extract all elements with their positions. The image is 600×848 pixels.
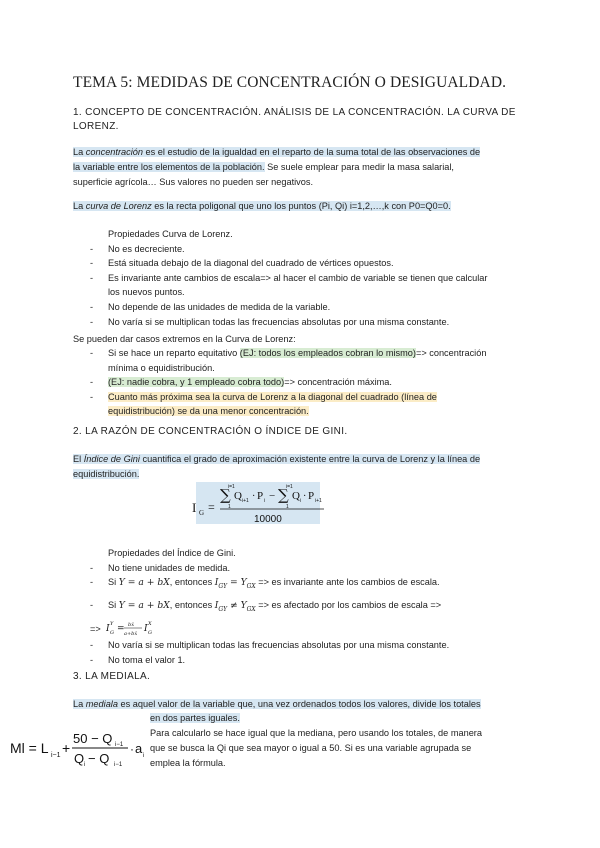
ml-times: · [130,742,134,756]
page-title: TEMA 5: MEDIDAS DE CONCENTRACIÓN O DESIGUALDAD. [73,74,507,91]
lorenz-definition [73,199,528,214]
mediala-text-cont: en dos partes iguales. [150,713,240,723]
ml-den-b-sub: i−1 [114,762,123,768]
lorenz-properties-heading: Propiedades Curva de Lorenz. [108,229,233,239]
p2-text: es la recta poligonal que uno los puntos (Pi, Qi) i=1,2,…,k con P0=Q0=0. [151,201,451,211]
p1-term: concentración [85,147,143,157]
sum2-symbol: ∑ [278,486,289,504]
list-item: - No es decreciente. [90,243,185,254]
term2-dot: · [303,491,307,502]
list-item: - Si Y = a + bX, entonces $I_{GY} \ne Y_{GX}$ => es afectado por los cambios de escala => [90,599,442,613]
term1-q: Q [234,490,242,502]
term2-q-sub: i [300,498,302,504]
ml-a-sub: i [143,753,145,759]
mediala-text-block [150,711,530,771]
ml-den-a: Q [74,751,85,766]
gini-lhs-sub: G [199,509,205,517]
list-item: - No depende de las unidades de medida de la variable. [90,301,331,312]
list-item: - No varía si se multiplican todas las frecuencias absolutas por una misma constante. [90,640,450,651]
gini-denominator: 10000 [254,514,282,525]
mediala-lead: La [73,699,86,709]
mediala-calc-1: Para calcularlo se hace igual que la mediana, pero usando los totales, de manera [150,728,482,738]
section1-heading-line2: LORENZ. [73,121,119,132]
gini-change-formula [106,617,176,639]
extremes-intro: Se pueden dar casos extremos en la Curva de Lorenz: [73,334,296,344]
section3-heading: 3. LA MEDIALA. [73,671,151,682]
formula-prefix: => [90,624,101,635]
ml-plus: + [62,740,71,756]
gini-formula [190,480,330,526]
mediala-term: mediala [85,699,118,709]
svg-text:G: G [148,630,152,637]
gini-properties [90,546,530,667]
list-item-formula [90,620,530,638]
sum1-bottom: 1 [228,504,231,510]
lorenz-extremes [90,346,530,419]
term1-dot: · [252,491,256,502]
svg-text:=: = [117,624,125,635]
p1-text-cont: la variable entre los elementos de la población. [73,162,265,172]
gini-text-cont: equidistribución. [73,469,140,479]
list-item: - Si se hace un reparto equitativo (EJ: todos los empleados cobran lo mismo)=> concentración [90,348,487,358]
ml-num: 50 − Q [73,731,113,746]
p1-text-end: superficie agrícola… Sus valores no pueden ser negativos. [73,177,314,187]
gini-minus: − [269,490,276,502]
gini-lhs: I [192,500,197,515]
list-item: - (EJ: nadie cobra, y 1 empleado cobra todo)=> concentración máxima. [90,377,392,388]
mediala-formula [8,726,148,772]
section1-heading [73,106,516,134]
ml-den-a-sub: i [84,762,86,768]
svg-text:a+bx̄: a+bx̄ [124,631,138,638]
svg-text:I: I [144,624,148,635]
list-item: - Si Y = a + bX, entonces $I_{GY} = Y_{GX}$ => es invariante ante los cambios de escala. [90,577,440,591]
mediala-calc-2: que se busca la Qi que sea mayor o igual a 50. Si es una variable agrupada se [150,743,472,753]
mediala-calc-3: emplea la fórmula. [150,758,226,768]
sum1-top: i=1 [228,484,235,490]
gini-eq: = [208,500,215,514]
list-item: - No toma el valor 1. [90,654,186,665]
p1-text: es el estudio de la igualdad en el reparto de la suma total de las observaciones de [142,147,481,157]
list-item-cont: equidistribución) se da una menor concentración. [108,406,309,417]
term1-p-sub: i [264,498,266,504]
concentration-definition [73,145,528,190]
list-item-cont: mínima o equidistribución. [108,362,215,373]
p1-lead: La [73,147,86,157]
mediala-definition [73,697,528,712]
sum2-top: i=1 [286,484,293,490]
list-item: - Está situada debajo de la diagonal del cuadrado de vértices opuestos. [90,258,394,269]
ml-lhs: Ml = L [10,740,49,756]
lorenz-properties [90,227,530,329]
p2-term: curva de Lorenz [85,201,152,211]
term2-p-sub: i+1 [315,498,322,504]
ml-den-minus: − Q [88,751,110,766]
section1-heading-line1: 1. CONCEPTO DE CONCENTRACIÓN. ANÁLISIS DE LA CONCENTRACIÓN. LA CURVA DE [73,107,516,118]
ml-lhs-sub: i−1 [51,752,61,759]
ml-a: a [135,741,143,756]
term1-q-sub: i+1 [242,498,249,504]
list-item: - No varía si se multiplican todas las frecuencias absolutas por una misma constante. [90,316,450,327]
gini-properties-heading: Propiedades del Índice de Gini. [108,548,236,558]
p2-lead: La [73,201,86,211]
list-item: - Cuanto más próxima sea la curva de Lorenz a la diagonal del cuadrado (línea de [90,391,437,402]
list-item: - No tiene unidades de medida. [90,562,231,573]
svg-text:G: G [110,630,114,637]
term2-p: P [308,490,315,502]
p1-text-usage: Se suele emplear para medir la masa salarial, [264,162,454,172]
ml-num-sub: i−1 [115,742,124,748]
gini-lead: El [73,454,84,464]
sum1-symbol: ∑ [220,486,231,504]
gini-text: cuantifica el grado de aproximación existente entre la curva de Lorenz y la línea de [139,454,481,464]
svg-text:Y: Y [110,621,114,628]
list-item: - Es invariante ante cambios de escala=> al hacer el cambio de variable se tienen que calcular [90,272,488,283]
list-item-cont: los nuevos puntos. [108,287,185,298]
term2-q: Q [292,490,300,502]
svg-text:I: I [106,624,110,635]
gini-definition [73,452,528,482]
section2-heading: 2. LA RAZÓN DE CONCENTRACIÓN O ÍNDICE DE GINI. [73,426,348,437]
svg-text:bx̄: bx̄ [128,622,135,629]
gini-term: Índice de Gini [83,454,140,464]
svg-text:X: X [148,621,152,628]
term1-p: P [257,490,264,502]
sum2-bottom: 1 [286,504,289,510]
mediala-text: es aquel valor de la variable que, una vez ordenados todos los valores, divide los totales [117,699,481,709]
